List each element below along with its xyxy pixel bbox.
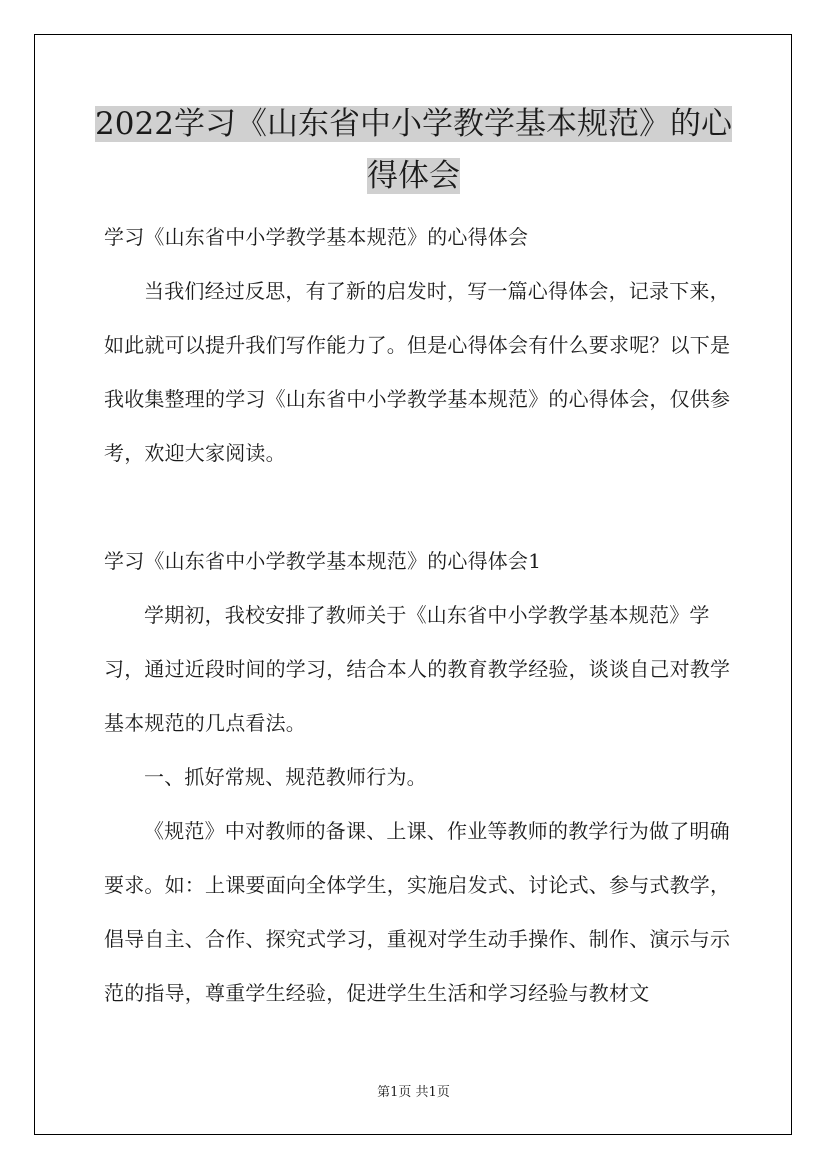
- intro-paragraph: 当我们经过反思，有了新的启发时，写一篇心得体会，记录下来，如此就可以提升我们写作能力了。但是心得体会有什么要求呢？以下是我收集整理的学习《山东省中小学教学基本规范》的心得体会，仅供参考，欢迎大家阅读。: [104, 279, 731, 465]
- subtitle-paragraph: 学习《山东省中小学教学基本规范》的心得体会: [104, 225, 529, 249]
- document-title: [60, 98, 767, 202]
- document-body: [104, 210, 744, 1020]
- body-paragraph-2: 《规范》中对教师的备课、上课、作业等教师的教学行为做了明确要求。如：上课要面向全体学生，实施启发式、讨论式、参与式教学，倡导自主、合作、探究式学习，重视对学生动手操作、制作、演示与示范的指导，尊重学生经验，促进学生生活和学习经验与教材文: [104, 819, 731, 1005]
- section-heading: 学习《山东省中小学教学基本规范》的心得体会1: [104, 549, 542, 573]
- page-footer: 第1页 共1页: [377, 1085, 450, 1100]
- title-line-2: 得体会: [367, 158, 460, 194]
- body-paragraph-1: 学期初，我校安排了教师关于《山东省中小学教学基本规范》学习，通过近段时间的学习，结合本人的教育教学经验，谈谈自己对教学基本规范的几点看法。: [104, 603, 731, 735]
- title-line-1: 2022学习《山东省中小学教学基本规范》的心: [95, 106, 732, 142]
- point-heading-1: 一、抓好常规、规范教师行为。: [144, 765, 427, 789]
- paragraph-gap: [104, 480, 744, 534]
